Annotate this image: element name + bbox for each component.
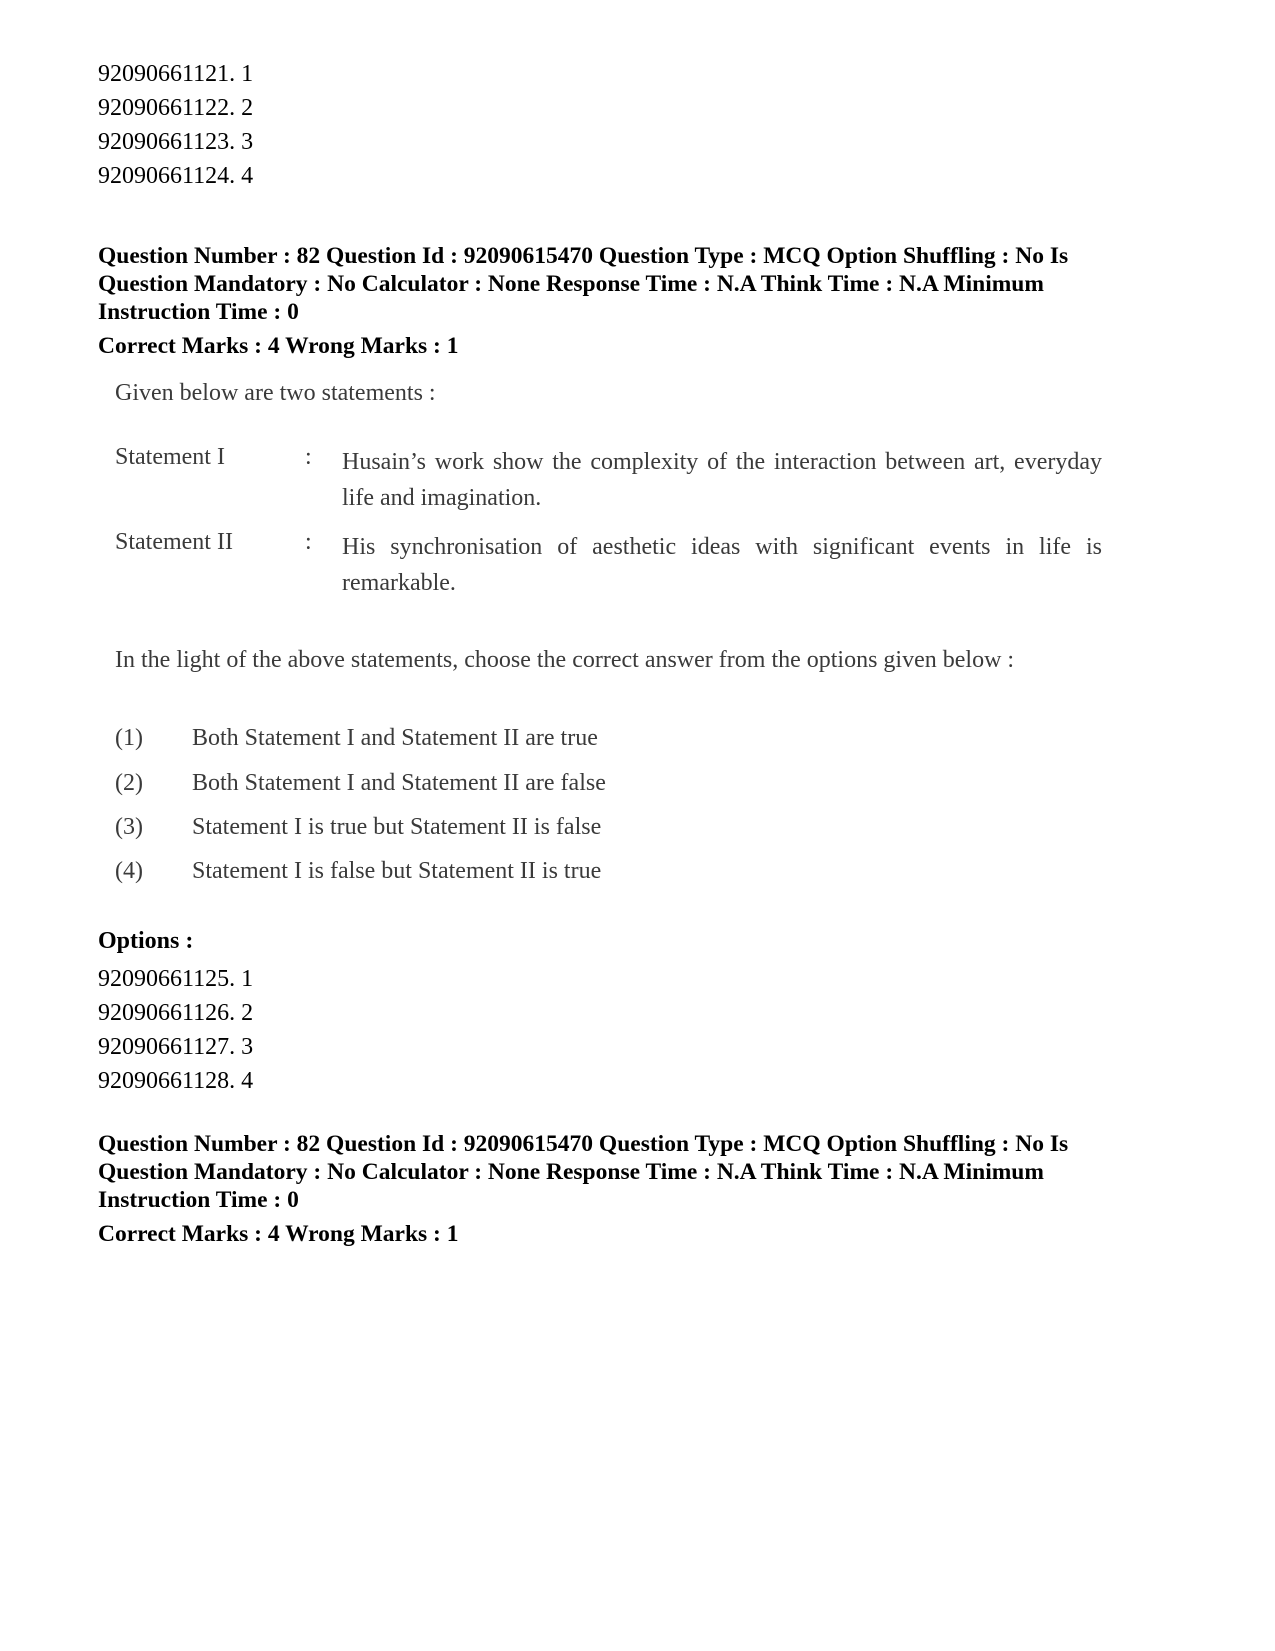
marks-line: Correct Marks : 4 Wrong Marks : 1 bbox=[98, 333, 459, 359]
question-lead: In the light of the above statements, choose the correct answer from the options given below : bbox=[115, 647, 1015, 673]
options-list bbox=[98, 962, 253, 1098]
choice-text: Both Statement I and Statement II are true bbox=[192, 725, 598, 751]
option-item: 92090661124. 4 bbox=[98, 163, 254, 189]
choice-text: Statement I is true but Statement II is false bbox=[192, 814, 602, 840]
meta-line: Instruction Time : 0 bbox=[98, 299, 299, 325]
meta-line: Question Number : 82 Question Id : 92090615470 Question Type : MCQ Option Shuffling : No Is bbox=[98, 1131, 1069, 1157]
question-meta bbox=[98, 242, 1178, 360]
choice-number: (4) bbox=[115, 858, 143, 884]
choice-number: (1) bbox=[115, 725, 143, 751]
option-item: 92090661123. 3 bbox=[98, 129, 254, 155]
meta-line: Question Number : 82 Question Id : 92090615470 Question Type : MCQ Option Shuffling : No Is bbox=[98, 243, 1069, 269]
statement-label: Statement I bbox=[115, 444, 225, 470]
statement-text: His synchronisation of aesthetic ideas with significant events in life is remarkable. bbox=[342, 534, 1102, 596]
marks-line: Correct Marks : 4 Wrong Marks : 1 bbox=[98, 1221, 459, 1247]
option-item: 92090661125. 1 bbox=[98, 966, 254, 992]
statement-label: Statement II bbox=[115, 529, 233, 555]
statement-colon: : bbox=[305, 444, 312, 470]
option-item: 92090661126. 2 bbox=[98, 1000, 254, 1026]
choice-text: Both Statement I and Statement II are false bbox=[192, 770, 606, 796]
option-item: 92090661122. 2 bbox=[98, 95, 254, 121]
meta-line: Instruction Time : 0 bbox=[98, 1187, 299, 1213]
previous-options-list bbox=[98, 57, 253, 193]
meta-line: Question Mandatory : No Calculator : None Response Time : N.A Think Time : N.A Minimum bbox=[98, 1159, 1044, 1185]
choice-number: (2) bbox=[115, 770, 143, 796]
question-intro: Given below are two statements : bbox=[115, 380, 436, 406]
option-item: 92090661127. 3 bbox=[98, 1034, 254, 1060]
meta-line: Question Mandatory : No Calculator : None Response Time : N.A Think Time : N.A Minimum bbox=[98, 271, 1044, 297]
statement-colon: : bbox=[305, 529, 312, 555]
choice-text: Statement I is false but Statement II is true bbox=[192, 858, 602, 884]
options-label: Options : bbox=[98, 928, 194, 954]
next-question-meta bbox=[98, 1130, 1178, 1248]
option-item: 92090661121. 1 bbox=[98, 61, 254, 87]
statement-text: Husain’s work show the complexity of the interaction between art, everyday life and imagination. bbox=[342, 449, 1102, 511]
option-item: 92090661128. 4 bbox=[98, 1068, 254, 1094]
choice-number: (3) bbox=[115, 814, 143, 840]
